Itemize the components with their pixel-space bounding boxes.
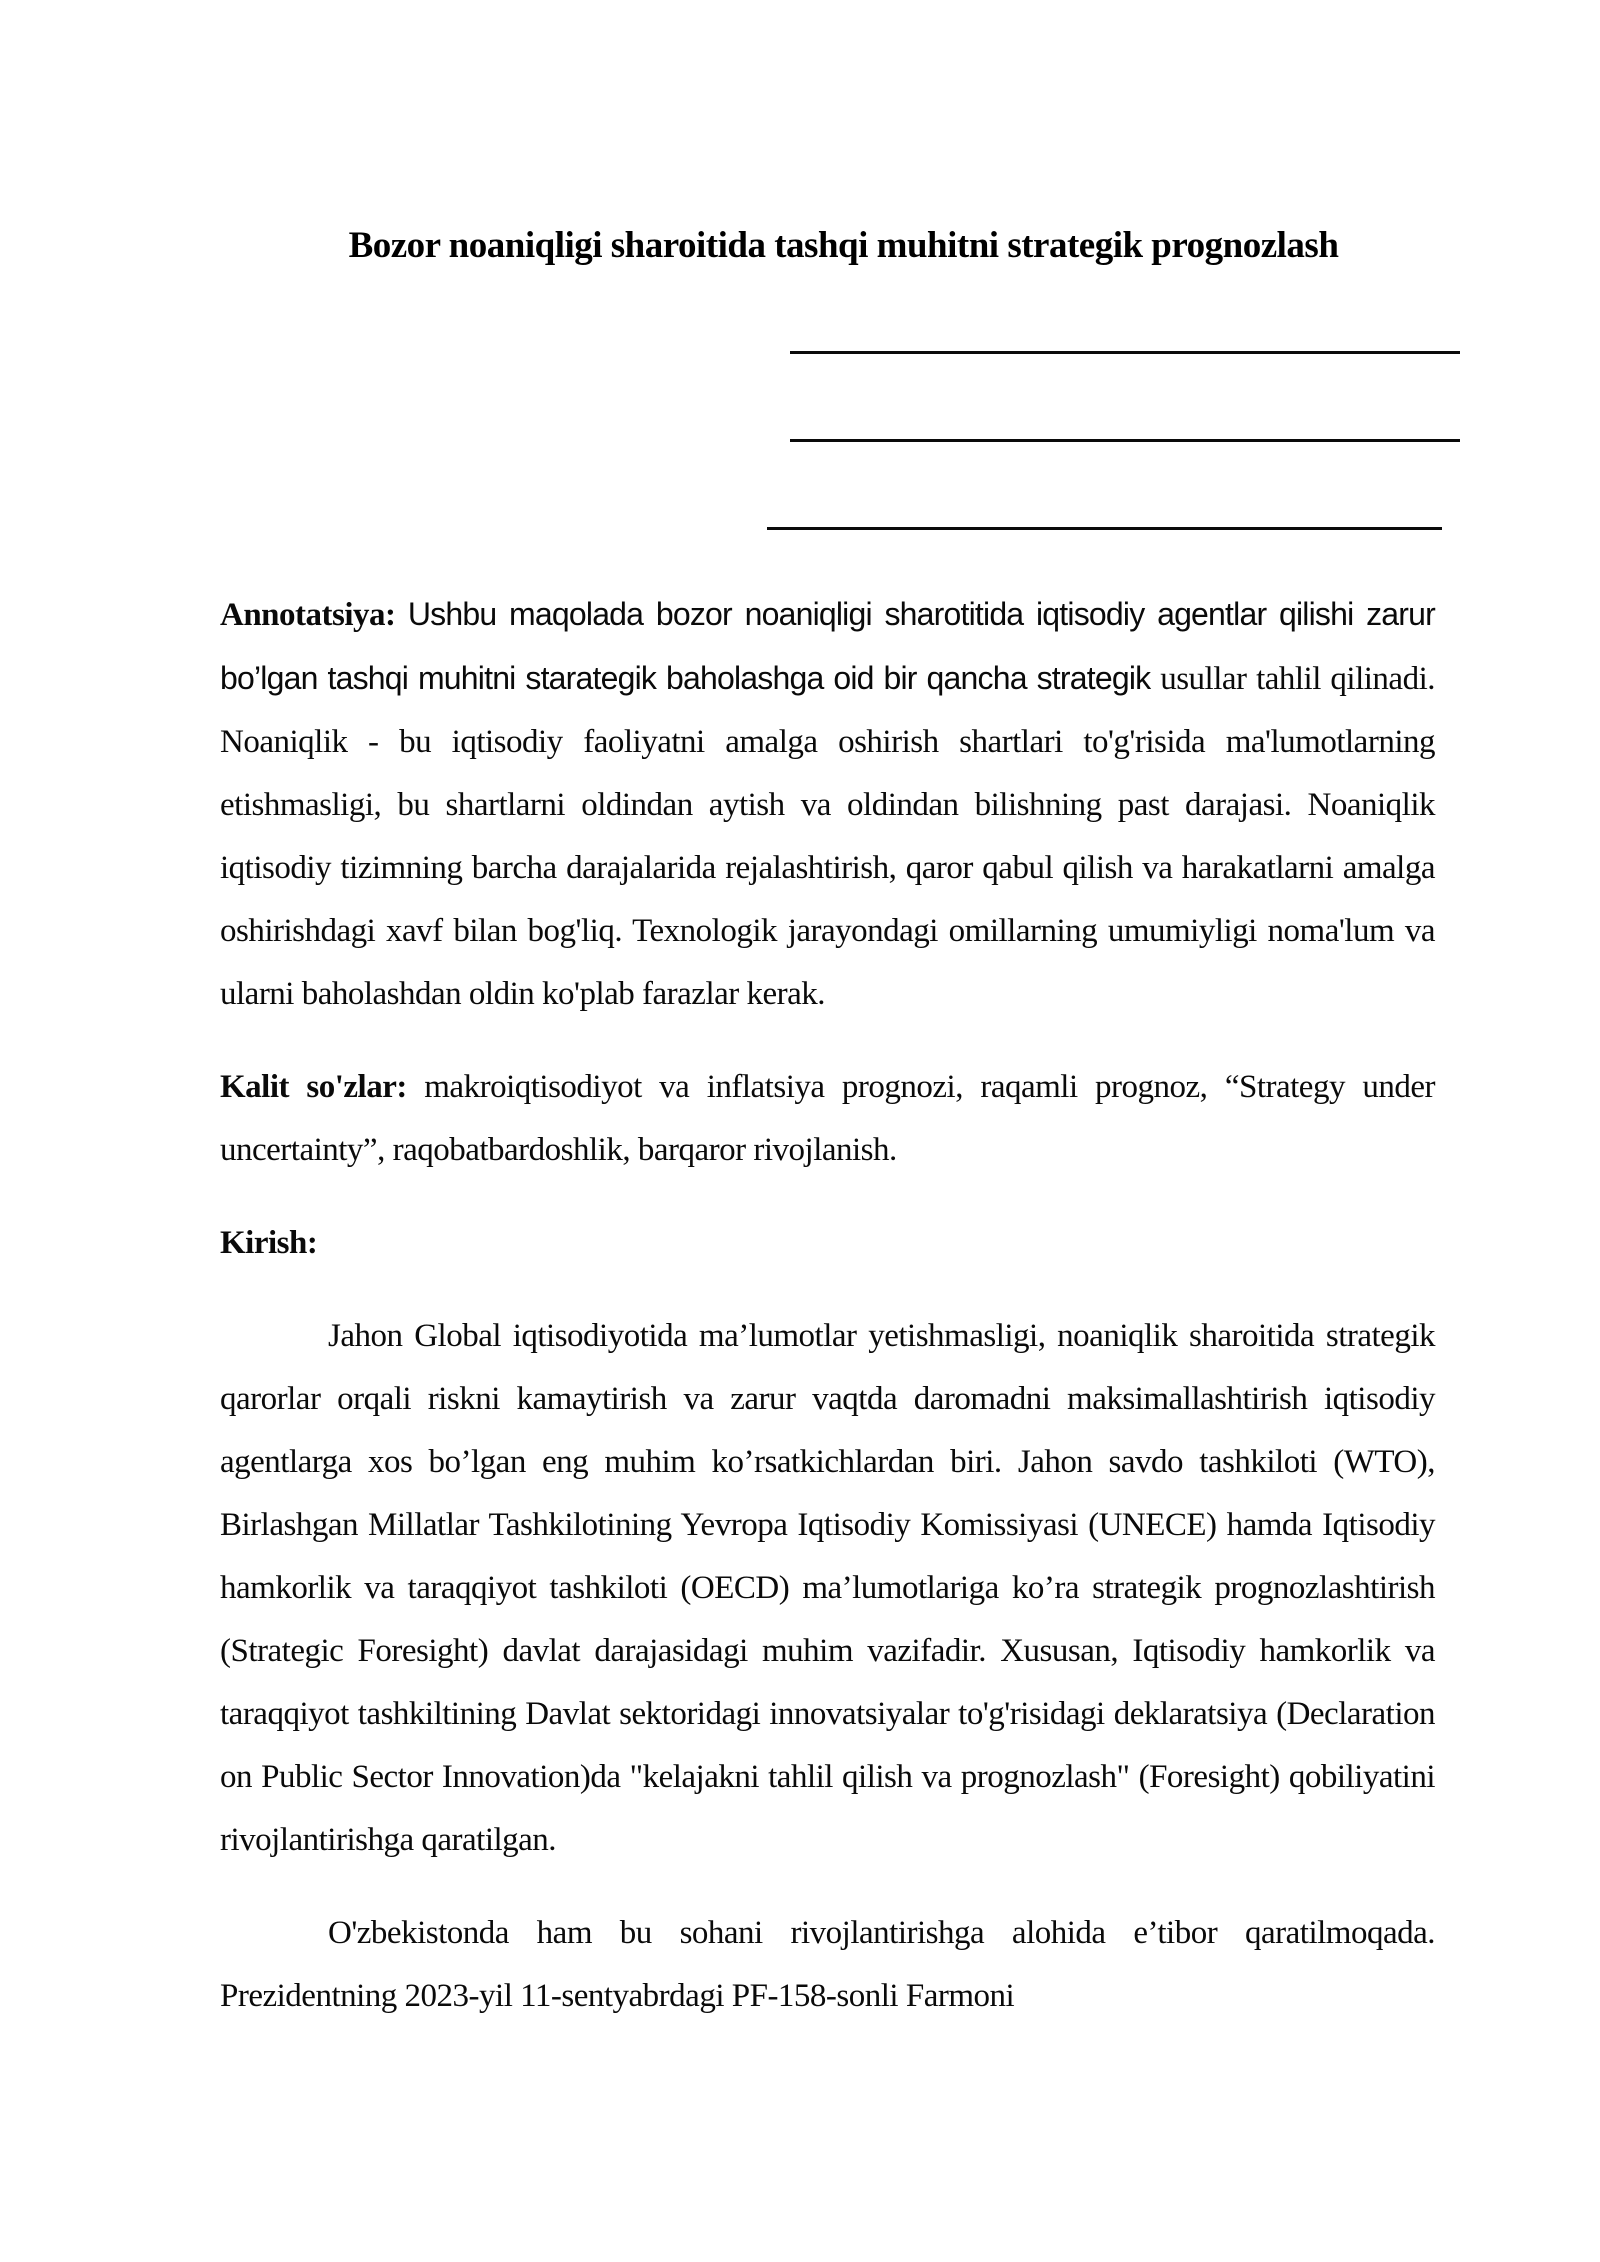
- introduction-heading: Kirish:: [220, 1224, 318, 1261]
- abstract-paragraph: [220, 583, 1435, 1026]
- signature-lines-block: [220, 351, 1460, 530]
- abstract-text-sans: Ushbu maqolada bozor noaniqligi sharotitida iqtisodiy agentlar qilishi zarur bo’lgan tashqi muhitni starategik baholashga oid bir qancha strategik: [220, 595, 1435, 696]
- signature-line-1: [790, 351, 1460, 354]
- abstract-label: Annotatsiya:: [220, 596, 408, 633]
- keywords-paragraph: [220, 1056, 1435, 1182]
- signature-line-3: [767, 527, 1442, 530]
- intro-paragraph-1: Jahon Global iqtisodiyotida ma’lumotlar yetishmasligi, noaniqlik sharoitida strategik qarorlar orqali riskni kamaytirish va zarur vaqtda daromadni maksimallashtirish iqtisodiy agentlarga xos bo’lgan eng muhim ko’rsatkichlardan biri. Jahon savdo tashkiloti (WTO), Birlashgan Millatlar Tashkilotining Yevropa Iqtisodiy Komissiyasi (UNECE) hamda Iqtisodiy hamkorlik va taraqqiyot tashkiloti (OECD) ma’lumotlariga ko’ra strategik prognozlashtirish (Strategic Foresight) davlat darajasidagi muhim vazifadir. Xususan, Iqtisodiy hamkorlik va taraqqiyot tashkiltining Davlat sektoridagi innovatsiyalar to'g'risidagi deklaratsiya (Declaration on Public Sector Innovation)da "kelajakni tahlil qilish va prognozlash" (Foresight) qobiliyatini rivojlantirishga qaratilgan.: [220, 1317, 1435, 1858]
- signature-line-2: [790, 439, 1460, 442]
- paper-title: Bozor noaniqligi sharoitida tashqi muhitni strategik prognozlash: [348, 224, 1339, 266]
- keywords-text: makroiqtisodiyot va inflatsiya prognozi, raqamli prognoz, “Strategy under uncertainty”, raqobatbardoshlik, barqaror rivojlanish.: [220, 1068, 1435, 1168]
- intro-paragraph-2: O'zbekistonda ham bu sohani rivojlantirishga alohida e’tibor qaratilmoqada. Prezidentning 2023-yil 11-sentyabrdagi PF-158-sonli Farmoni: [220, 1914, 1435, 2014]
- abstract-text-serif: usullar tahlil qilinadi. Noaniqlik - bu iqtisodiy faoliyatni amalga oshirish shartlari to'g'risida ma'lumotlarning etishmasligi, bu shartlarni oldindan aytish va oldindan bilishning past darajasi. Noaniqlik iqtisodiy tizimning barcha darajalarida rejalashtirish, qaror qabul qilish va harakatlarni amalga oshirishdagi xavf bilan bog'liq. Texnologik jarayondagi omillarning umumiyligi noma'lum va ularni baholashdan oldin ko'plab farazlar kerak.: [220, 660, 1435, 1012]
- keywords-label: Kalit so'zlar:: [220, 1068, 425, 1105]
